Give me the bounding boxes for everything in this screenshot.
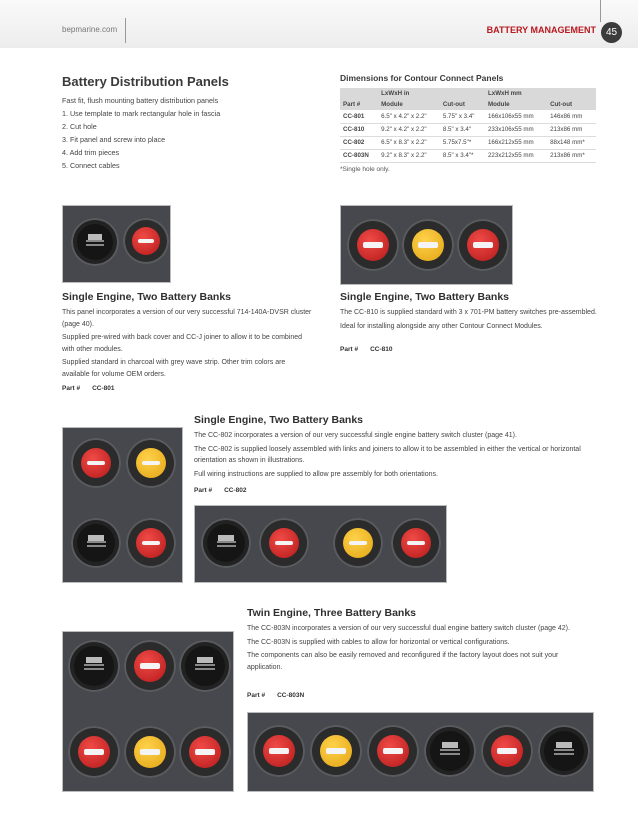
cc801-paragraph: Supplied pre-wired with back cover and CC-J joiner to allow it to be combined with other modules. — [62, 334, 303, 353]
table-cell: 5.75x7.5"* — [440, 136, 485, 149]
table-cell: 9.2" x 8.3" x 2.2" — [378, 149, 440, 162]
dvsr-relay-icon — [424, 725, 476, 777]
column-header: Module — [378, 99, 440, 110]
battery-switch-icon — [391, 518, 441, 568]
dimensions-title: Dimensions for Contour Connect Panels — [340, 73, 504, 83]
dimensions-table — [340, 88, 596, 163]
cc810-panel-image — [340, 205, 513, 285]
part-label: Part # — [62, 385, 81, 392]
cc810-title: Single Engine, Two Battery Banks — [340, 291, 510, 303]
battery-switch-icon — [481, 725, 533, 777]
cc801-paragraph: Supplied standard in charcoal with grey wave strip. Other trim colors are available for volume OEM orders. — [62, 359, 286, 378]
battery-switch-icon — [124, 726, 176, 778]
battery-switch-icon — [259, 518, 309, 568]
table-cell: 6.5" x 8.3" x 2.2" — [378, 136, 440, 149]
cc803n-vertical-panel-image — [62, 631, 234, 792]
battery-switch-icon — [347, 219, 399, 271]
table-cell: CC-810 — [340, 123, 378, 136]
battery-switch-icon — [310, 725, 362, 777]
intro-list — [62, 94, 292, 172]
page-header — [0, 0, 638, 48]
intro-line: Fast fit, flush mounting battery distribution panels — [62, 96, 219, 105]
column-header: Module — [485, 99, 547, 110]
table-cell: CC-802 — [340, 136, 378, 149]
cc802-paragraph: The CC-802 is supplied loosely assembled with links and joiners to allow it to be assembled in either the vertical or horizontal orientation as shown in illustrations. — [194, 445, 581, 464]
battery-switch-icon — [126, 438, 176, 488]
cc802-paragraph: The CC-802 incorporates a version of our very successful single engine battery switch cluster (page 41). — [194, 432, 517, 439]
group-header-cell — [547, 88, 596, 99]
battery-switch-icon — [126, 518, 176, 568]
section-title: BATTERY MANAGEMENT — [486, 25, 596, 35]
intro-line: 3. Fit panel and screw into place — [62, 135, 166, 144]
battery-switch-icon — [457, 219, 509, 271]
cc810-description — [340, 307, 600, 334]
cc810-part-number — [340, 346, 404, 353]
dvsr-relay-icon — [71, 518, 121, 568]
part-number-value: CC-803N — [277, 692, 305, 699]
site-url[interactable]: bepmarine.com — [62, 25, 118, 34]
cc803n-paragraph: The CC-803N is supplied with cables to allow for horizontal or vertical configurations. — [247, 638, 510, 646]
table-cell: 8.5" x 3.4"* — [440, 149, 485, 162]
table-cell: 6.5" x 4.2" x 2.2" — [378, 110, 440, 123]
battery-switch-icon — [68, 726, 120, 778]
intro-line: 1. Use template to mark rectangular hole in fascia — [62, 109, 221, 118]
cc801-paragraph: This panel incorporates a version of our very successful 714-140A-DVSR cluster (page 40). — [62, 309, 312, 328]
battery-switch-icon — [123, 218, 169, 264]
part-label: Part # — [194, 487, 213, 494]
cc803n-part-number — [247, 692, 316, 699]
cc801-title: Single Engine, Two Battery Banks — [62, 291, 232, 303]
table-row — [340, 149, 596, 162]
table-cell: 166x212x55 mm — [485, 136, 547, 149]
battery-switch-icon — [179, 726, 231, 778]
table-row — [340, 136, 596, 149]
group-header-cell — [440, 88, 485, 99]
cc802-description — [194, 430, 604, 482]
page-number: 45 — [601, 22, 622, 43]
dvsr-relay-icon — [538, 725, 590, 777]
cc802-title: Single Engine, Two Battery Banks — [194, 414, 364, 426]
dvsr-relay-icon — [201, 518, 251, 568]
table-cell: 233x106x55 mm — [485, 123, 547, 136]
page-title: Battery Distribution Panels — [62, 74, 229, 89]
group-header-cell — [340, 88, 378, 99]
part-number-value: CC-801 — [92, 385, 115, 392]
battery-switch-icon — [71, 438, 121, 488]
cc802-paragraph: Full wiring instructions are supplied to allow pre assembly for both orientations. — [194, 470, 438, 478]
table-cell: 213x86 mm* — [547, 149, 596, 162]
battery-switch-icon — [124, 640, 176, 692]
table-cell: 166x106x55 mm — [485, 110, 547, 123]
battery-switch-icon — [253, 725, 305, 777]
cc803n-title: Twin Engine, Three Battery Banks — [247, 607, 417, 619]
intro-line: 2. Cut hole — [62, 122, 97, 131]
table-cell: 9.2" x 4.2" x 2.2" — [378, 123, 440, 136]
part-label: Part # — [340, 346, 359, 353]
cc802-part-number — [194, 487, 258, 494]
column-header: Part # — [340, 99, 378, 110]
table-group-header — [340, 88, 596, 99]
column-header: Cut-out — [547, 99, 596, 110]
cc801-part-number — [62, 385, 126, 392]
table-cell: 88x148 mm* — [547, 136, 596, 149]
table-cell: CC-801 — [340, 110, 378, 123]
group-header-cell: LxWxH mm — [485, 88, 547, 99]
cc803n-paragraph: The CC-803N incorporates a version of our very successful dual engine battery switch cluster (page 42). — [247, 625, 570, 632]
cc803n-horizontal-panel-image — [247, 712, 594, 792]
header-rule — [600, 0, 601, 22]
cc801-description — [62, 307, 312, 382]
cc810-paragraph: Ideal for installing alongside any other Contour Connect Modules. — [340, 322, 543, 330]
battery-switch-icon — [367, 725, 419, 777]
cc801-panel-image — [62, 205, 171, 283]
battery-switch-icon — [333, 518, 383, 568]
dvsr-relay-icon — [71, 218, 119, 266]
cc802-vertical-panel-image — [62, 427, 183, 583]
header-divider — [125, 18, 126, 43]
table-cell: 5.75" x 3.4" — [440, 110, 485, 123]
table-header — [340, 99, 596, 110]
cc810-paragraph: The CC-810 is supplied standard with 3 x 701-PM battery switches pre-assembled. — [340, 309, 597, 316]
table-cell: CC-803N — [340, 149, 378, 162]
dvsr-relay-icon — [68, 640, 120, 692]
table-footnote: *Single hole only. — [340, 166, 390, 173]
intro-line: 4. Add trim pieces — [62, 148, 120, 157]
table-cell: 213x86 mm — [547, 123, 596, 136]
cc803n-description — [247, 623, 587, 675]
battery-switch-icon — [402, 219, 454, 271]
table-row — [340, 110, 596, 123]
table-cell: 146x86 mm — [547, 110, 596, 123]
dvsr-relay-icon — [179, 640, 231, 692]
column-header: Cut-out — [440, 99, 485, 110]
cc803n-paragraph: The components can also be easily removed and reconfigured if the factory layout does not suit your application. — [247, 652, 559, 671]
table-row — [340, 123, 596, 136]
cc802-horizontal-panel-image — [194, 505, 447, 583]
intro-line: 5. Connect cables — [62, 161, 120, 170]
table-cell: 8.5" x 3.4" — [440, 123, 485, 136]
table-cell: 223x212x55 mm — [485, 149, 547, 162]
part-label: Part # — [247, 692, 266, 699]
part-number-value: CC-802 — [224, 487, 247, 494]
group-header-cell: LxWxH in — [378, 88, 440, 99]
part-number-value: CC-810 — [370, 346, 393, 353]
